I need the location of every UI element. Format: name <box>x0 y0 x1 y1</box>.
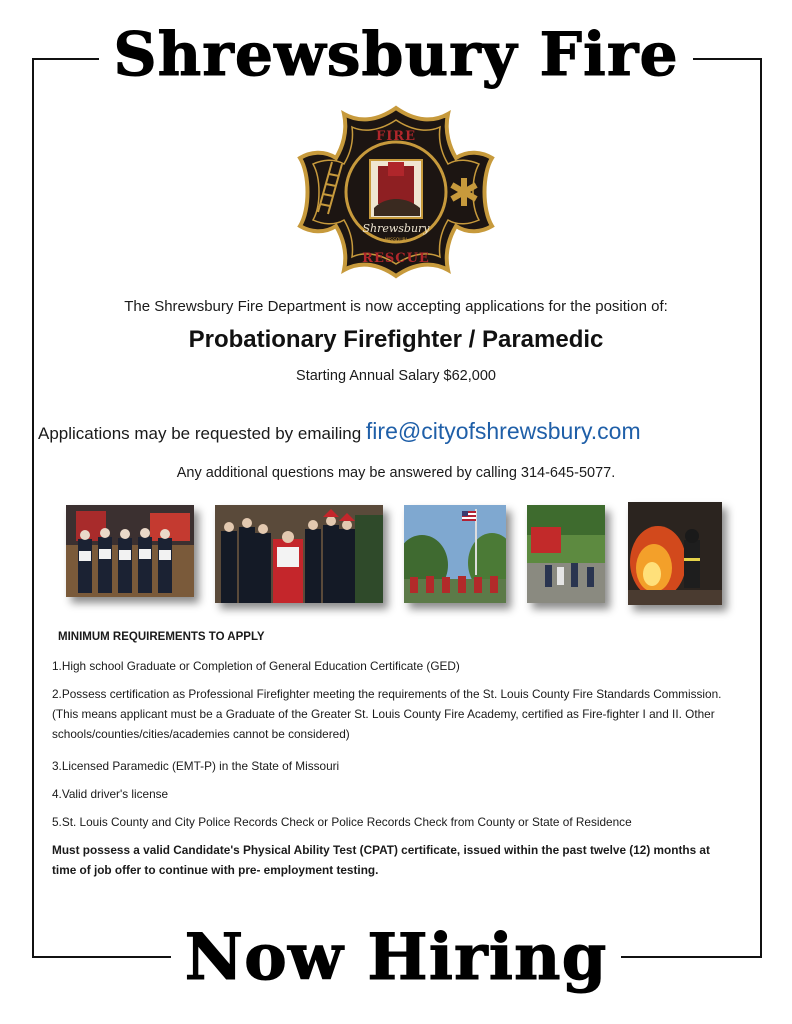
logo-city-text: Shrewsbury <box>362 222 430 235</box>
salary-text: Starting Annual Salary $62,000 <box>296 368 496 384</box>
apply-text: Applications may be requested by emailing <box>38 424 366 443</box>
requirement-item: 5.St. Louis County and City Police Records Check or Police Records Check from County or State of Residence <box>52 815 632 829</box>
requirement-item: 2.Possess certification as Professional Firefighter meeting the requirements of the St. Louis County Fire Standards Commission. (This means applicant must be a Graduate of the Greater St. Louis County Fire Academy, certified as Fire-fighter I and II. Other schools/counties/cities/academies cannot be considered) <box>52 687 722 741</box>
fire-department-logo <box>296 100 496 285</box>
questions-text: Any additional questions may be answered by calling 314-645-5077. <box>176 465 616 481</box>
header-title: Shrewsbury Fire <box>99 18 692 92</box>
apply-line <box>38 418 758 445</box>
requirement-item: 4.Valid driver's license <box>52 787 169 801</box>
logo-state-text: MISSOURI <box>384 238 408 243</box>
logo-top-text: FIRE <box>375 129 417 144</box>
photo-crew-certificates <box>66 505 194 597</box>
position-title: Probationary Firefighter / Paramedic <box>188 326 604 353</box>
footer-title-wrap <box>0 910 792 1006</box>
cpat-requirement-note: Must possess a valid Candidate's Physical Ability Test (CPAT) certificate, issued within the past twelve (12) months at time of job offer to continue with pre- employment testing. <box>52 843 710 877</box>
requirement-item: 3.Licensed Paramedic (EMT-P) in the State of Missouri <box>52 759 340 773</box>
photo-community-event <box>527 505 605 603</box>
photo-holiday-group <box>215 505 383 603</box>
logo-bottom-text: RESCUE <box>362 251 430 266</box>
footer-title: Now Hiring <box>171 910 622 1006</box>
photo-live-fire <box>628 502 722 605</box>
requirement-item: 1.High school Graduate or Completion of General Education Certificate (GED) <box>52 659 460 673</box>
email-link[interactable]: fire@cityofshrewsbury.com <box>365 418 641 444</box>
intro-text: The Shrewsbury Fire Department is now accepting applications for the position of: <box>124 298 668 315</box>
requirements-heading: MINIMUM REQUIREMENTS TO APPLY <box>58 631 265 643</box>
header-title-wrap <box>0 18 792 92</box>
photo-flag-ceremony <box>404 505 506 603</box>
